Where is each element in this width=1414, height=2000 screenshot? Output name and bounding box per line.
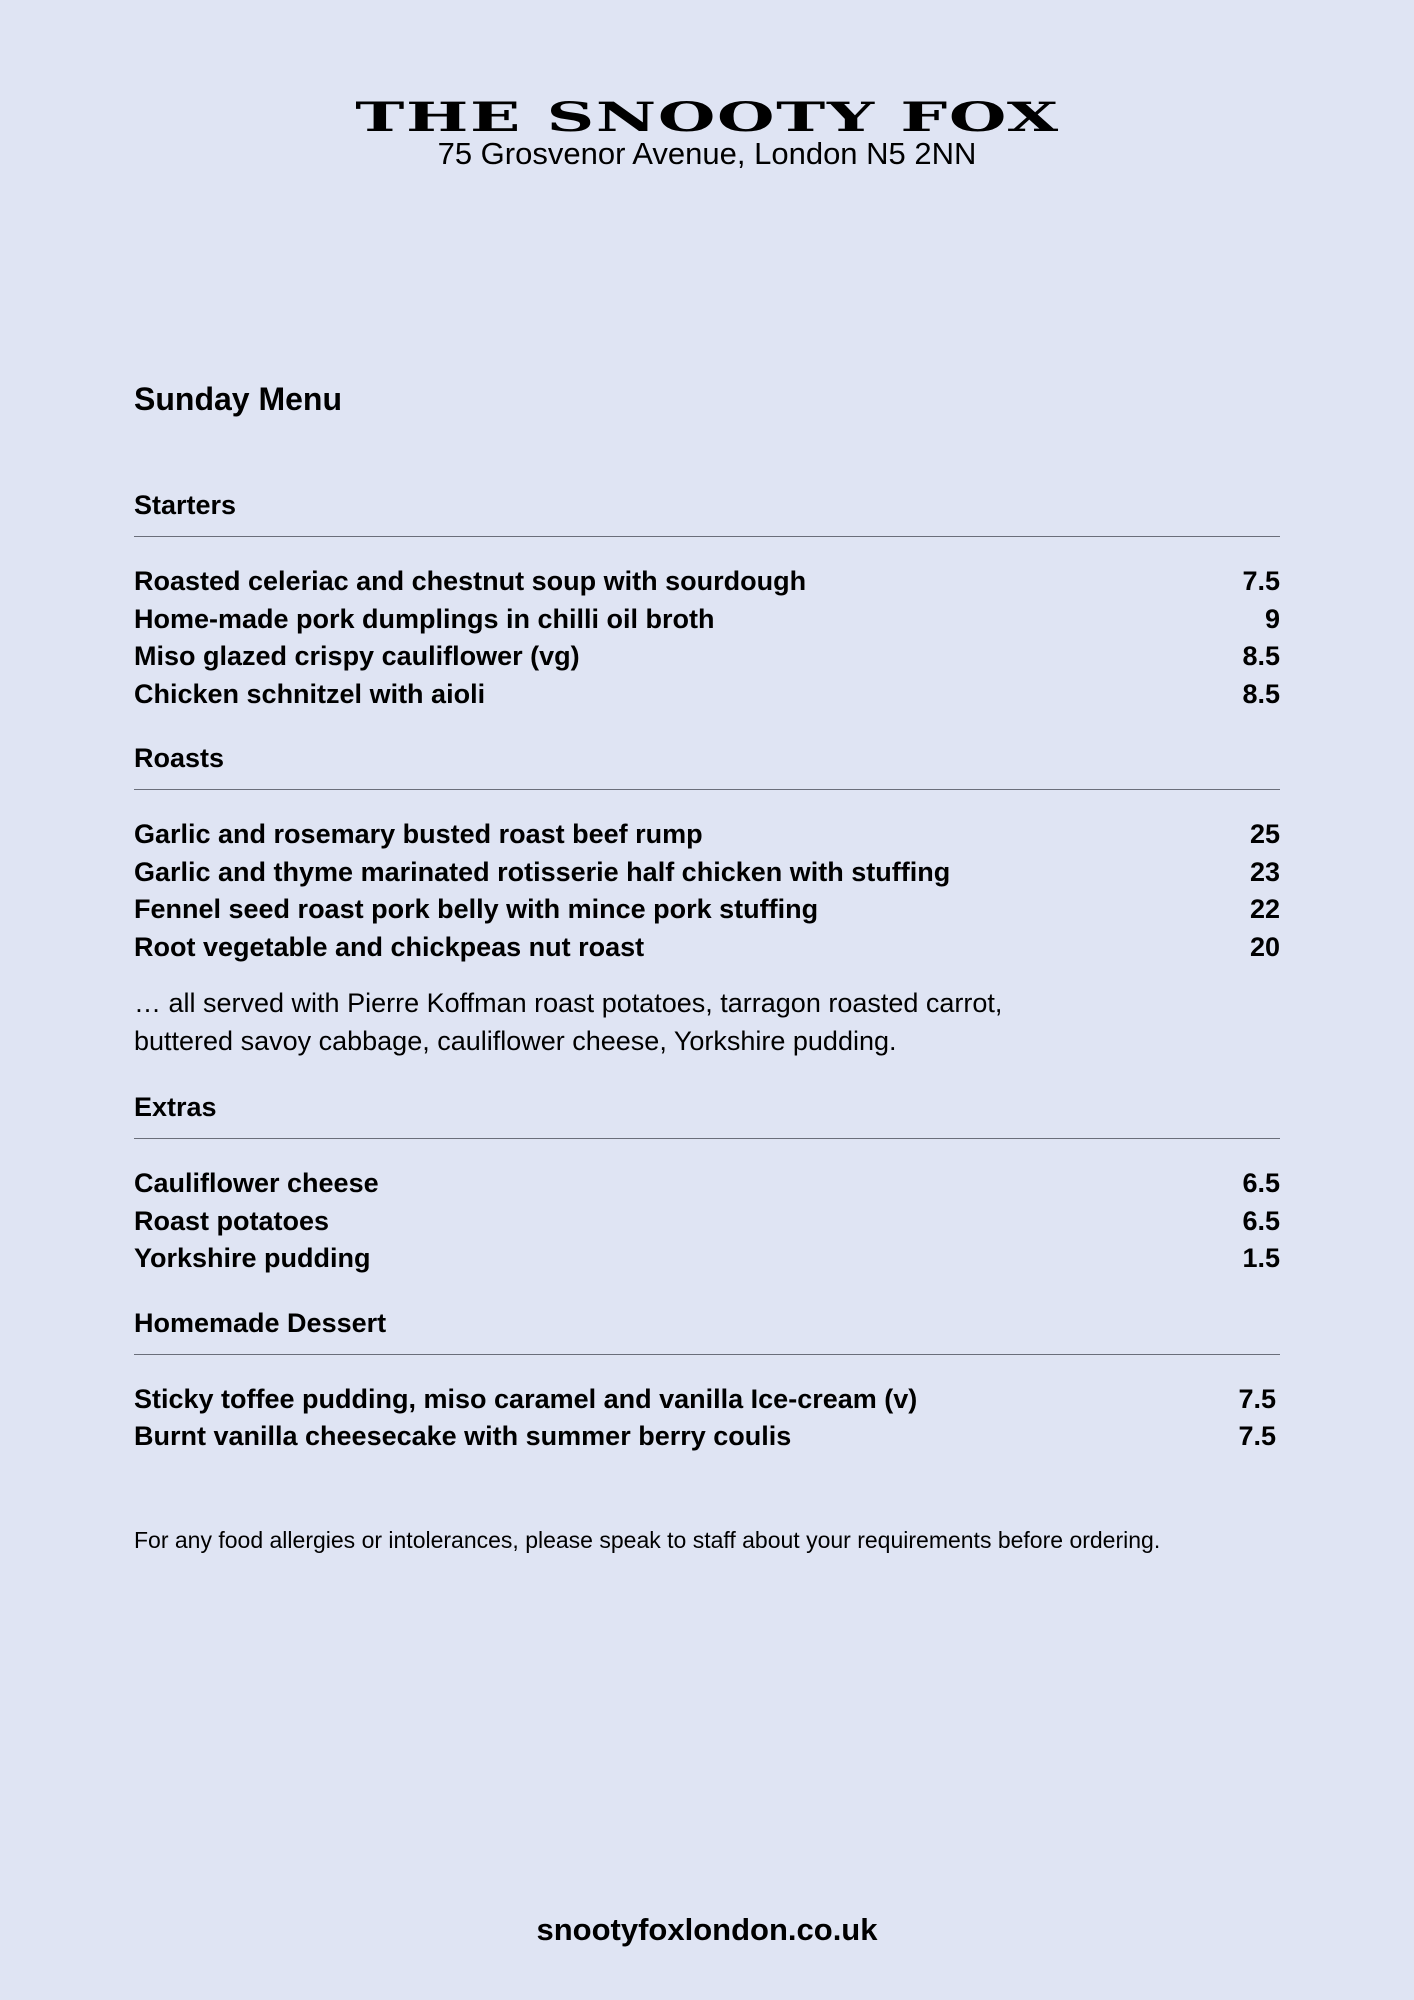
menu-item [134, 891, 1280, 929]
restaurant-header [0, 96, 1414, 172]
menu-item [134, 1381, 1280, 1419]
item-name: Yorkshire pudding [134, 1243, 371, 1273]
item-price: 7.5 [1238, 1383, 1276, 1414]
item-name: Miso glazed crispy cauliflower (vg) [134, 641, 580, 671]
item-price: 1.5 [1242, 1243, 1280, 1273]
item-name: Garlic and rosemary busted roast beef rump [134, 819, 703, 849]
section-extras [134, 1090, 1280, 1278]
menu-item [134, 1165, 1280, 1203]
dessert-prices [1236, 1381, 1276, 1456]
dessert-list [134, 1381, 1280, 1531]
item-name: Burnt vanilla cheesecake with summer berry coulis [134, 1421, 792, 1451]
allergy-notice: For any food allergies or intolerances, please speak to staff about your requirements before ordering. [134, 1526, 1161, 1553]
item-price: 7.5 [1238, 1421, 1276, 1451]
item-price: 20 [1249, 931, 1280, 962]
item-price: 23 [1249, 856, 1280, 887]
item-name: Home-made pork dumplings in chilli oil broth [134, 603, 715, 634]
menu-item [134, 676, 1280, 714]
item-name: Cauliflower cheese [134, 1168, 379, 1198]
section-divider [134, 536, 1280, 537]
item-name: Roasted celeriac and chestnut soup with sourdough [134, 566, 807, 596]
item-price: 22 [1249, 894, 1280, 924]
section-title: Starters [134, 490, 237, 520]
menu-title: Sunday Menu [134, 381, 343, 417]
menu-item [134, 1240, 1280, 1278]
menu-item [134, 563, 1280, 601]
item-name: Fennel seed roast pork belly with mince pork stuffing [134, 894, 819, 924]
section-title: Homemade Dessert [134, 1307, 387, 1338]
menu-item [134, 854, 1280, 892]
item-name: Root vegetable and chickpeas nut roast [134, 931, 645, 962]
item-price: 8.5 [1242, 678, 1280, 709]
website-link[interactable]: snootyfoxlondon.co.uk [536, 1912, 878, 1947]
item-price: 8.5 [1242, 641, 1280, 671]
restaurant-name: THE SNOOTY FOX [354, 94, 1060, 141]
section-dessert [134, 1306, 1280, 1555]
item-price: 7.5 [1242, 566, 1280, 596]
menu-item [134, 601, 1280, 639]
section-divider [134, 1138, 1280, 1139]
roasts-served-with-note: … all served with Pierre Koffman roast potatoes, tarragon roasted carrot, buttered savoy cabbage, cauliflower cheese, Yorkshire pudding. [134, 988, 1003, 1056]
restaurant-address: 75 Grosvenor Avenue, London N5 2NN [437, 136, 977, 171]
item-name: Garlic and thyme marinated rotisserie half chicken with stuffing [134, 856, 951, 887]
menu-item [134, 1203, 1280, 1241]
menu-item [134, 929, 1280, 967]
item-price: 6.5 [1242, 1205, 1280, 1236]
section-starters [134, 488, 1280, 713]
section-title: Roasts [134, 743, 225, 773]
item-name: Sticky toffee pudding, miso caramel and vanilla Ice-cream (v) [134, 1383, 918, 1414]
item-name: Roast potatoes [134, 1205, 330, 1236]
menu [134, 378, 1280, 1555]
item-price: 25 [1249, 819, 1280, 849]
item-price: 9 [1264, 603, 1280, 634]
menu-item [134, 1418, 1280, 1456]
item-name: Chicken schnitzel with aioli [134, 678, 486, 709]
section-divider [134, 789, 1280, 790]
section-roasts [134, 741, 1280, 1060]
menu-item [134, 638, 1280, 676]
section-title: Extras [134, 1092, 217, 1122]
item-price: 6.5 [1242, 1168, 1280, 1198]
menu-item [134, 816, 1280, 854]
section-divider [134, 1354, 1280, 1355]
